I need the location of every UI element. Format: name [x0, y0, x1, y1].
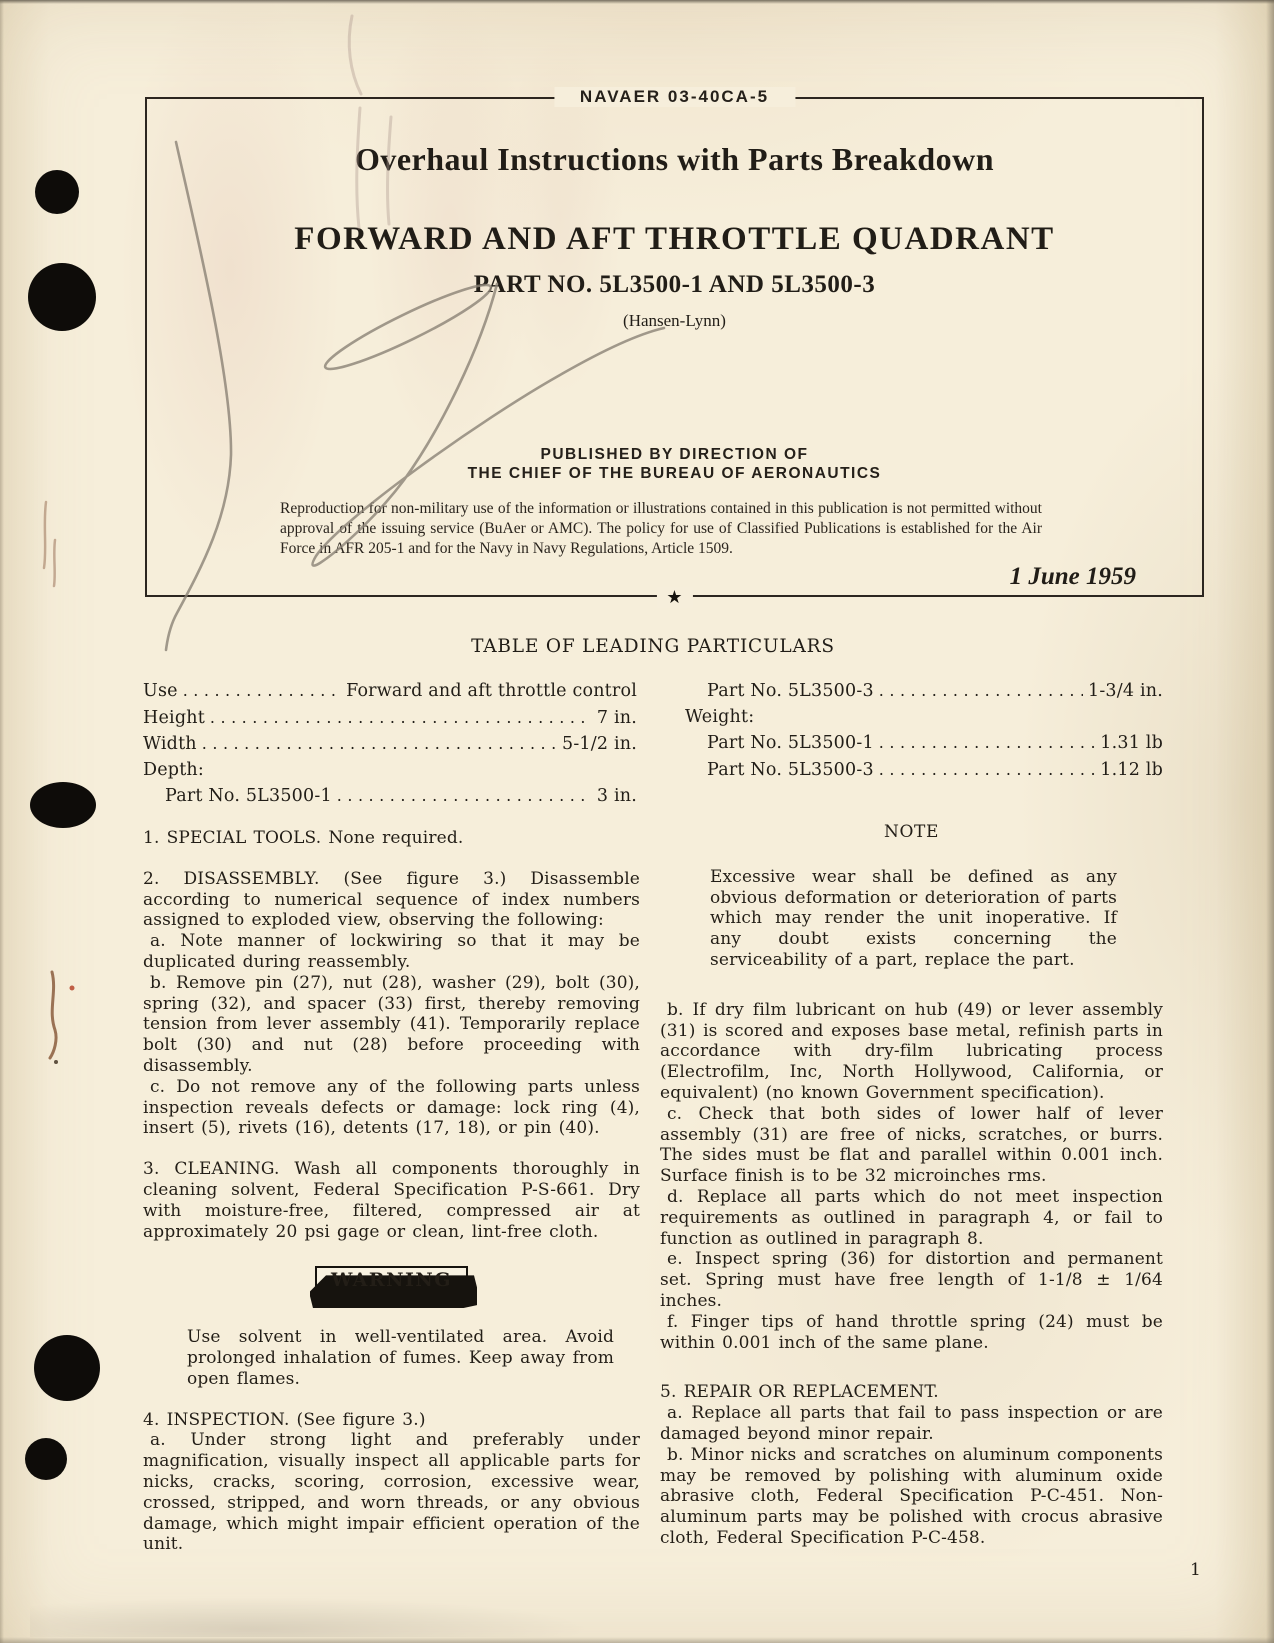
inspection-item-c: c. Check that both sides of lower half of lever assembly (31) are free of nicks, scratches, or burrs. The sides must be flat and parallel within 0.001 inch. Surface finish is to be 32 microinches rms.	[660, 1103, 1163, 1187]
particulars-row: Part No. 5L3500-3 ..... 1.12 lb	[685, 757, 1163, 784]
inspection-item-b: b. If dry film lubricant on hub (49) or lever assembly (31) is scored and exposes base metal, refinish parts in accordance with dry-film lubricating process (Electrofilm, Inc, North Hollywood, California, or equivalent) (no known Government specification).	[660, 999, 1163, 1103]
dot-leader	[210, 705, 592, 732]
inspection-item-a: a. Under strong light and preferably under magnification, visually inspect all applicable parts for nicks, cracks, scoring, corrosion, excessive wear, crossed, stripped, and worn threads, or any obvious damage, which might impair efficient operation of the unit.	[143, 1430, 640, 1555]
scan-edge-right	[1266, 0, 1274, 1643]
publisher-line-2: THE CHIEF OF THE BUREAU OF AERONAUTICS	[467, 465, 882, 482]
star-icon: ★	[656, 587, 692, 608]
binder-hole-dot	[25, 1438, 67, 1480]
scan-edge-left	[0, 0, 4, 1643]
section-disassembly: 2. DISASSEMBLY. (See figure 3.) Disassemble according to numerical sequence of index numbers assigned to exploded view, observing the following:	[143, 868, 640, 931]
inspection-item-f: f. Finger tips of hand throttle spring (24) must be within 0.001 inch of the same plane.	[660, 1311, 1163, 1353]
document-number: NAVAER 03-40CA-5	[554, 87, 795, 107]
page-number: 1	[1190, 1560, 1201, 1580]
warning-box: WARNING	[315, 1266, 468, 1297]
binder-hole-dot	[28, 263, 96, 331]
dot-leader	[202, 731, 557, 758]
binder-hole-dot	[34, 1335, 100, 1401]
binder-hole-dot	[35, 170, 79, 214]
particulars-row: Width ..... 5-1/2 in.	[143, 731, 637, 758]
section-inspection: 4. INSPECTION. (See figure 3.)	[143, 1409, 426, 1430]
part-number-line: PART NO. 5L3500-1 AND 5L3500-3	[473, 271, 876, 298]
disassembly-item-b: b. Remove pin (27), nut (28), washer (29), bolt (30), spring (32), and spacer (33) first, thereby removing tension from lever assembly (41). Temporarily replace bolt (30) and nut (28) before proceeding with disassembly.	[143, 972, 640, 1076]
particulars-row: Part No. 5L3500-1 ..... 1.31 lb	[685, 730, 1163, 757]
binder-hole-dot	[30, 782, 96, 828]
particulars-row: Use ..... Forward and aft throttle control	[143, 678, 637, 705]
particulars-left-column	[143, 678, 637, 810]
particulars-right-column	[685, 678, 1163, 810]
particulars-row: Part No. 5L3500-1 ..... 3 in.	[143, 783, 637, 810]
repair-item-a: a. Replace all parts that fail to pass inspection or are damaged beyond minor repair.	[660, 1403, 1163, 1444]
repair-item-b: b. Minor nicks and scratches on aluminum components may be removed by polishing with aluminum oxide abrasive cloth, Federal Specification P-C-451. Non-aluminum parts may be polished with crocus abrasive cloth, Federal Specification P-C-458.	[660, 1444, 1163, 1548]
dot-leader	[183, 678, 341, 705]
body-left-column	[143, 820, 640, 1555]
reproduction-notice: Reproduction for non-military use of the information or illustrations contained in this publication is not permitted without approval of the issuing service (BuAer or AMC). The policy for use of Classified Publications is established for the Air Force in AFR 205-1 and for the Navy in Navy Regulations, Article 1509.	[280, 500, 1042, 557]
inspection-item-d: d. Replace all parts which do not meet inspection requirements as outlined in paragraph 4, or fail to function as outlined in paragraph 8.	[660, 1186, 1163, 1249]
particulars-title: TABLE OF LEADING PARTICULARS	[471, 636, 835, 657]
note-text: Excessive wear shall be defined as any obvious deformation or deterioration of parts which may render the unit inoperative. If any doubt exists concerning the serviceability of a part, replace the part.	[710, 866, 1117, 970]
disassembly-item-a: a. Note manner of lockwiring so that it may be duplicated during reassembly.	[143, 931, 640, 972]
inspection-item-e: e. Inspect spring (36) for distortion and permanent set. Spring must have free length of 1-1/8 ± 1/64 inches.	[660, 1249, 1163, 1311]
scan-edge-bottom	[0, 1637, 1274, 1643]
publisher-line-1: PUBLISHED BY DIRECTION OF	[540, 446, 809, 463]
dot-leader	[879, 730, 1095, 757]
document-title: Overhaul Instructions with Parts Breakdown	[354, 141, 995, 177]
section-repair: 5. REPAIR OR REPLACEMENT.	[660, 1382, 939, 1403]
scan-edge-top	[0, 0, 1274, 4]
dot-leader	[337, 783, 592, 810]
publisher-lines	[147, 445, 1202, 483]
warning-text: Use solvent in well-ventilated area. Avoid prolonged inhalation of fumes. Keep away from open flames.	[187, 1327, 614, 1389]
dot-leader	[879, 757, 1095, 784]
dot-leader	[879, 678, 1083, 705]
particulars-row: Part No. 5L3500-3 ..... 1-3/4 in.	[685, 678, 1163, 705]
disassembly-item-c: c. Do not remove any of the following parts unless inspection reveals defects or damage: lock ring (4), insert (5), rivets (16), detents (17, 18), or pin (40).	[143, 1076, 640, 1139]
particulars-row: Depth:	[143, 759, 204, 780]
particulars-row: Height ..... 7 in.	[143, 705, 637, 732]
title-box	[145, 87, 1204, 608]
equipment-title: FORWARD AND AFT THROTTLE QUADRANT	[294, 221, 1055, 257]
body-right-column	[660, 814, 1163, 1549]
warning-box-wrapper	[143, 1266, 640, 1297]
note-title: NOTE	[884, 822, 939, 842]
manufacturer-name: (Hansen-Lynn)	[623, 311, 726, 330]
particulars-table	[143, 678, 1163, 810]
scan-smudge	[30, 1597, 590, 1637]
section-cleaning: 3. CLEANING. Wash all components thoroughly in cleaning solvent, Federal Specification P-S-661. Dry with moisture-free, filtered, compressed air at approximately 20 psi gage or clean, lint-free cloth.	[143, 1159, 640, 1242]
section-special-tools: 1. SPECIAL TOOLS. None required.	[143, 828, 464, 848]
particulars-row: Weight:	[685, 706, 755, 727]
publication-date: 1 June 1959	[1009, 563, 1136, 590]
